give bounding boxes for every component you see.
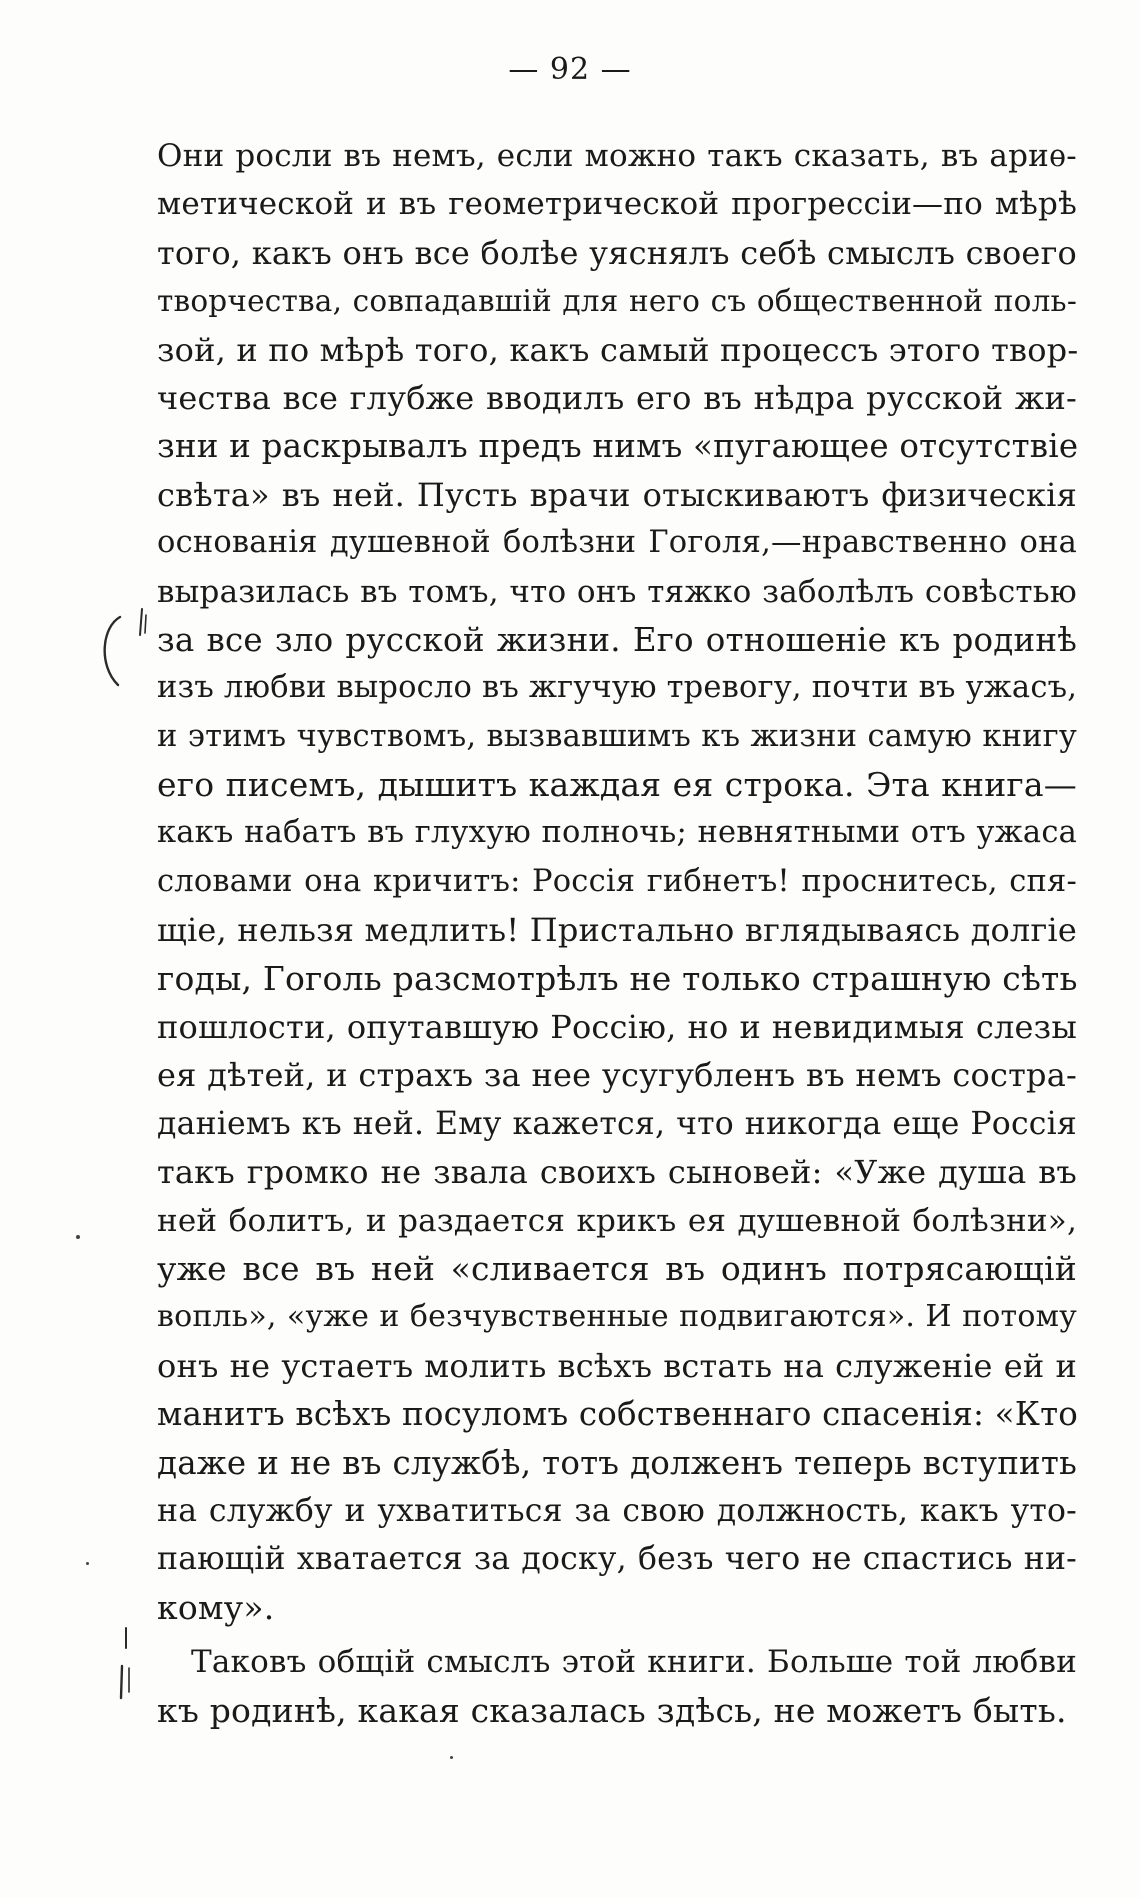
text-line: уже все въ ней «сливается въ одинъ потрясающій	[157, 1248, 1077, 1288]
page-number: — 92 —	[508, 52, 632, 87]
text-line: на службу и ухватиться за свою должность, какъ уто-	[157, 1492, 1077, 1529]
text-line: свѣта» въ ней. Пусть врачи отыскиваютъ физическія	[157, 475, 1077, 514]
text-line: какъ набатъ въ глухую полночь; невнятными отъ ужаса	[157, 815, 1077, 851]
text-line: къ родинѣ, какая сказалась здѣсь, не можетъ быть.	[157, 1690, 1067, 1730]
text-line: даніемъ къ ней. Ему кажется, что никогда еще Россія	[157, 1105, 1077, 1142]
paragraph	[157, 1638, 1077, 1735]
text-line: и этимъ чувствомъ, вызвавшимъ къ жизни самую книгу	[157, 718, 1077, 754]
text-line: Таковъ общій смыслъ этой книги. Больше той любви	[191, 1644, 1077, 1681]
margin-line-mark	[112, 1622, 142, 1702]
print-speck	[76, 1235, 80, 1239]
text-line: творчества, совпадавшій для него съ общественной поль-	[157, 284, 1077, 319]
text-line: за все зло русской жизни. Его отношеніе къ родинѣ	[157, 620, 1077, 659]
body-text	[157, 132, 1077, 1735]
text-line: вопль», «уже и безчувственные подвигаются». И потому	[157, 1299, 1077, 1335]
text-line: выразилась въ томъ, что онъ тяжко заболѣлъ совѣстью	[157, 573, 1077, 610]
print-speck	[450, 1756, 453, 1759]
text-line: его писемъ, дышитъ каждая ея строка. Эта книга—	[157, 765, 1077, 805]
text-line: метической и въ геометрической прогрессіи—по мѣрѣ	[157, 186, 1077, 223]
margin-bracket-mark	[90, 605, 160, 695]
text-line: словами она кричитъ: Россія гибнетъ! проснитесь, спя-	[157, 863, 1077, 899]
text-line: онъ не устаетъ молить всѣхъ встать на служеніе ей и	[157, 1346, 1077, 1385]
text-line: ея дѣтей, и страхъ за нее усугубленъ въ немъ состра-	[157, 1056, 1077, 1095]
text-line: зой, и по мѣрѣ того, какъ самый процессъ этого твор-	[157, 330, 1079, 369]
print-speck	[86, 1562, 89, 1565]
text-line: такъ громко не звала своихъ сыновей: «Уже душа въ	[157, 1153, 1077, 1192]
text-line: пающій хватается за доску, безъ чего не спастись ни-	[157, 1541, 1077, 1578]
text-line: ней болитъ, и раздается крикъ ея душевной болѣзни»,	[157, 1202, 1077, 1239]
text-line: Они росли въ немъ, если можно такъ сказать, въ ариѳ-	[157, 138, 1077, 174]
text-line: даже и не въ службѣ, тотъ долженъ теперь вступить	[157, 1443, 1077, 1482]
text-line: годы, Гоголь разсмотрѣлъ не только страшную сѣть	[157, 958, 1078, 998]
text-line: чества все глубже вводилъ его въ нѣдра русской жи-	[157, 378, 1077, 417]
text-line: манитъ всѣхъ посуломъ собственнаго спасенія: «Кто	[157, 1395, 1079, 1434]
text-line: зни и раскрывалъ предъ нимъ «пугающее отсутствіе	[157, 427, 1079, 466]
text-line: того, какъ онъ все болѣе уяснялъ себѣ смыслъ своего	[157, 233, 1077, 272]
text-line: кому».	[157, 1587, 275, 1627]
text-line: основанія душевной болѣзни Гоголя,—нравственно она	[157, 525, 1077, 561]
paragraph	[157, 132, 1077, 1632]
text-line: изъ любви выросло въ жгучую тревогу, почти въ ужасъ,	[157, 670, 1078, 706]
text-line: пошлости, опутавшую Россію, но и невидимыя слезы	[157, 1008, 1077, 1047]
text-line: щіе, нельзя медлить! Пристально вглядываясь долгіе	[157, 911, 1077, 950]
